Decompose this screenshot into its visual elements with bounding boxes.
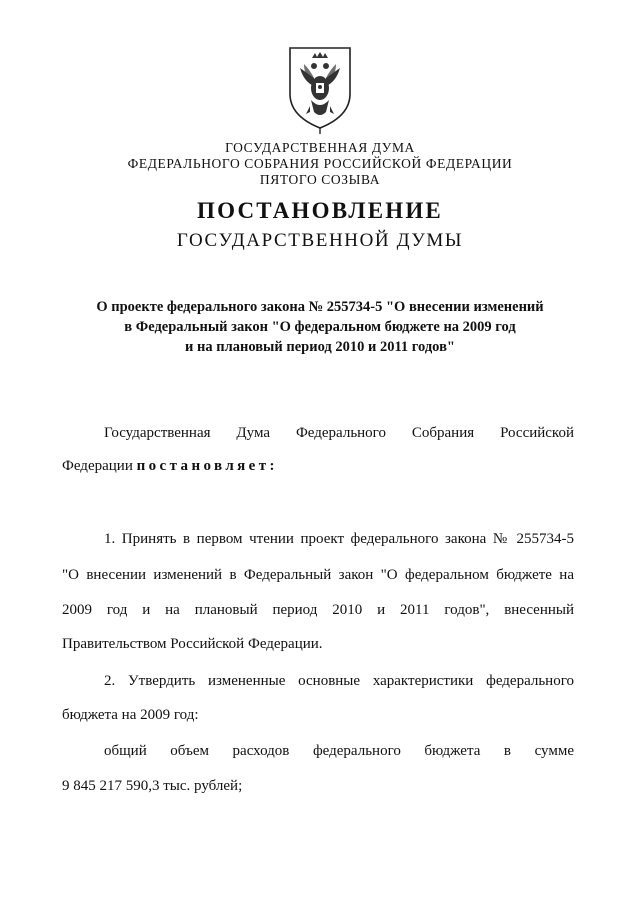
resolves-word: постановляет: (136, 458, 278, 474)
intro-line-2 (62, 456, 574, 476)
intro-line-2-prefix: Федерации (62, 458, 137, 474)
item1-line-2: "О внесении изменений в Федеральный закон "О федеральном бюджете на (62, 567, 574, 583)
coat-of-arms-emblem (284, 42, 356, 134)
subject-line-1: О проекте федерального закона № 255734-5 "О внесении изменений (96, 299, 544, 315)
issuer-line-2: ФЕДЕРАЛЬНОГО СОБРАНИЯ РОССИЙСКОЙ ФЕДЕРАЦИИ (127, 156, 513, 171)
item2-line-1: 2. Утвердить измененные основные характеристики федерального (104, 673, 574, 689)
expenses-line-2: 9 845 217 590,3 тыс. рублей; (62, 778, 243, 794)
intro-line-1: Государственная Дума Федерального Собрания Российской (104, 425, 574, 441)
subject-line-3: и на плановый период 2010 и 2011 годов" (185, 339, 455, 355)
issuer-line-1: ГОСУДАРСТВЕННАЯ ДУМА (225, 140, 415, 155)
document-title: ПОСТАНОВЛЕНИЕ (197, 198, 443, 223)
document-subtitle: ГОСУДАРСТВЕННОЙ ДУМЫ (176, 230, 464, 251)
expenses-line-1: общий объем расходов федерального бюджета в сумме (104, 743, 574, 759)
item1-line-1: 1. Принять в первом чтении проект федерального закона № 255734-5 (104, 531, 574, 547)
item1-line-3: 2009 год и на плановый период 2010 и 2011 годов", внесенный (62, 602, 574, 618)
subject-line-2: в Федеральный закон "О федеральном бюджете на 2009 год (124, 319, 516, 335)
issuer-line-3: ПЯТОГО СОЗЫВА (259, 172, 381, 187)
item2-line-2: бюджета на 2009 год: (62, 707, 199, 723)
item1-line-4: Правительством Российской Федерации. (62, 636, 323, 652)
